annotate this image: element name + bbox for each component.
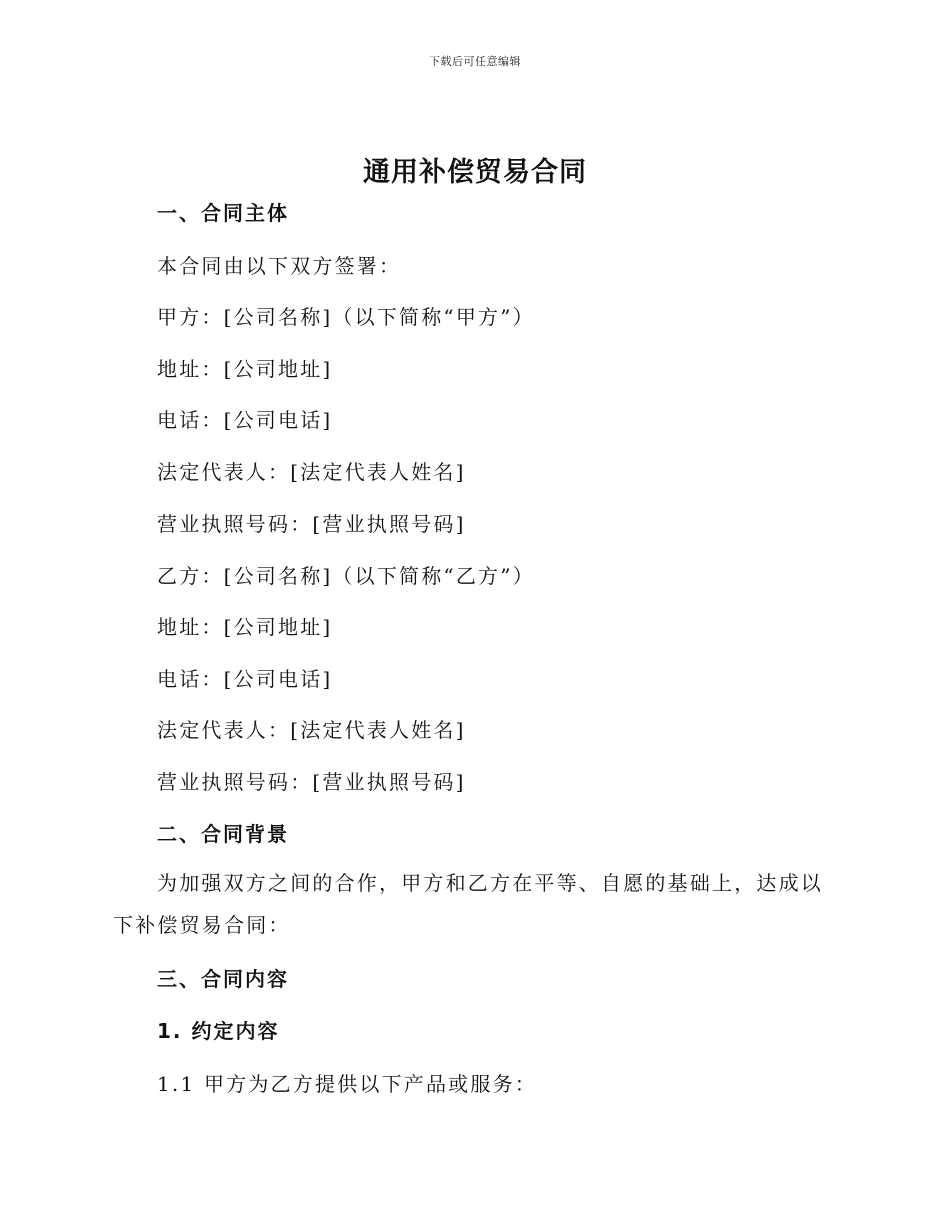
- background-paragraph: 为加强双方之间的合作，甲方和乙方在平等、自愿的基础上，达成以下补偿贸易合同：: [113, 871, 823, 937]
- party-b-phone: 电话：[公司电话]: [157, 667, 333, 691]
- section-heading-contract-content: 三、合同内容: [157, 967, 289, 991]
- party-a-name: 甲方：[公司名称]（以下简称“甲方”）: [157, 305, 535, 329]
- party-a-license: 营业执照号码：[营业执照号码]: [157, 512, 466, 536]
- document-title: 通用补偿贸易合同: [363, 157, 587, 188]
- section-heading-contract-parties: 一、合同主体: [157, 201, 289, 225]
- clause-1-1: 1.1 甲方为乙方提供以下产品或服务：: [157, 1072, 537, 1096]
- party-b-legal-rep: 法定代表人：[法定代表人姓名]: [157, 718, 466, 742]
- header-note: 下载后可任意编辑: [429, 55, 521, 68]
- party-b-name: 乙方：[公司名称]（以下简称“乙方”）: [157, 564, 535, 588]
- party-a-phone: 电话：[公司电话]: [157, 408, 333, 432]
- party-a-address: 地址：[公司地址]: [157, 357, 333, 381]
- section-heading-background: 二、合同背景: [157, 822, 289, 846]
- party-a-legal-rep: 法定代表人：[法定代表人姓名]: [157, 460, 466, 484]
- subheading-agreed-content: 1. 约定内容: [157, 1019, 280, 1043]
- party-b-address: 地址：[公司地址]: [157, 615, 333, 639]
- party-b-license: 营业执照号码：[营业执照号码]: [157, 770, 466, 794]
- intro-text: 本合同由以下双方签署：: [157, 254, 402, 278]
